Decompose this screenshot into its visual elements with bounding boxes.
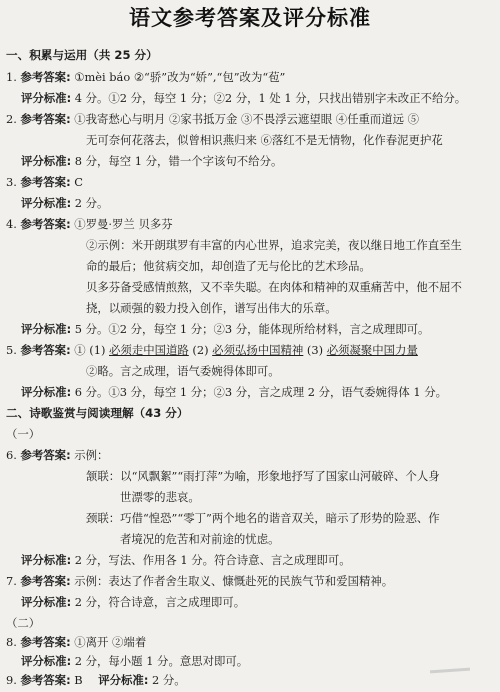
q4-answer-5: 挠，以顽强的毅力投入创作，谱写出伟大的乐章。 bbox=[86, 301, 337, 315]
q5-part-2-answer: 必须弘扬中国精神 bbox=[212, 343, 304, 357]
q1-answer-line bbox=[6, 70, 285, 84]
q3-answer-label: 参考答案: bbox=[20, 175, 71, 189]
q4-answer-3: 命的最后；他贫病交加，却创造了无与伦比的艺术珍品。 bbox=[86, 259, 371, 273]
q9-number: 9. bbox=[6, 673, 17, 687]
q9-criteria-label: 评分标准: bbox=[98, 673, 149, 687]
scan-smudge bbox=[430, 668, 470, 674]
q6-intro: 示例： bbox=[74, 448, 109, 462]
q5-number: 5. bbox=[6, 343, 17, 357]
q2-criteria: 8 分，每空 1 分，错一个字该句不给分。 bbox=[74, 154, 283, 168]
q1-number: 1. bbox=[6, 70, 17, 84]
q5-answer-label: 参考答案: bbox=[20, 343, 71, 357]
q8-criteria-label: 评分标准: bbox=[21, 654, 72, 668]
q6-answer-2: 世漂零的悲哀。 bbox=[120, 490, 200, 504]
q4-answer-4: 贝多芬备受感情煎熬，又不幸失聪。在肉体和精神的双重痛苦中，他不屈不 bbox=[86, 280, 462, 294]
q1-answer-label: 参考答案: bbox=[20, 70, 71, 84]
q2-number: 2. bbox=[6, 112, 17, 126]
q5-answer-line bbox=[6, 343, 418, 357]
q3-criteria: 2 分。 bbox=[74, 196, 109, 210]
q9-answer: B bbox=[74, 673, 83, 687]
q6-criteria-line bbox=[21, 553, 351, 567]
q1-answer: ①mèi báo ②“骄”改为“娇”,“包”改为“苞” bbox=[74, 70, 286, 84]
subsection-2: （二） bbox=[6, 616, 41, 630]
q7-answer: 示例：表达了作者舍生取义、慷慨赴死的民族气节和爱国精神。 bbox=[74, 574, 394, 588]
q1-criteria-line bbox=[21, 91, 466, 105]
q8-criteria-line bbox=[21, 654, 248, 668]
q6-criteria-label: 评分标准: bbox=[21, 553, 72, 567]
q5-part-2-marker: (2) bbox=[188, 343, 213, 357]
q8-criteria: 2 分，每小题 1 分。意思对即可。 bbox=[74, 654, 249, 668]
q4-answer-line bbox=[6, 217, 173, 231]
q4-criteria-label: 评分标准: bbox=[21, 322, 72, 336]
q6-answer-4: 者境况的危苦和对前途的忧虑。 bbox=[120, 532, 280, 546]
q9-answer-label: 参考答案: bbox=[20, 673, 71, 687]
q8-answer-label: 参考答案: bbox=[20, 635, 71, 649]
q5-answer-2: ②略。言之成理，语气委婉得体即可。 bbox=[86, 364, 280, 378]
q4-number: 4. bbox=[6, 217, 17, 231]
subsection-1: （一） bbox=[6, 427, 41, 441]
q8-answer: ①离开 ②端着 bbox=[74, 635, 147, 649]
q7-criteria-line bbox=[21, 595, 245, 609]
q2-answer-label: 参考答案: bbox=[20, 112, 71, 126]
q6-answer-label: 参考答案: bbox=[20, 448, 71, 462]
q6-answer-1: 颔联：以“风飘絮”“雨打萍”为喻，形象地抒写了国家山河破碎、个人身 bbox=[86, 469, 440, 483]
q2-criteria-label: 评分标准: bbox=[21, 154, 72, 168]
q9-answer-line bbox=[6, 673, 186, 687]
document-title: 语文参考答案及评分标准 bbox=[129, 6, 371, 30]
q5-part-1-answer: 必须走中国道路 bbox=[109, 343, 189, 357]
q3-criteria-label: 评分标准: bbox=[21, 196, 72, 210]
q8-answer-line bbox=[6, 635, 146, 649]
q4-answer-label: 参考答案: bbox=[20, 217, 71, 231]
q6-number: 6. bbox=[6, 448, 17, 462]
q2-answer-line bbox=[6, 112, 419, 126]
q5-criteria-line bbox=[21, 385, 447, 399]
q5-criteria: 6 分。①3 分，每空 1 分；②3 分，言之成理 2 分，语气委婉得体 1 分。 bbox=[74, 385, 447, 399]
q6-answer-line bbox=[6, 448, 108, 462]
q3-number: 3. bbox=[6, 175, 17, 189]
q4-answer-1: ①罗曼·罗兰 贝多芬 bbox=[74, 217, 173, 231]
section-heading-2: 二、诗歌鉴赏与阅读理解（43 分） bbox=[6, 406, 189, 420]
q2-answer-2: 无可奈何花落去，似曾相识燕归来 ⑥落红不是无情物，化作春泥更护花 bbox=[86, 133, 443, 147]
q7-answer-line bbox=[6, 574, 393, 588]
q4-answer-2: ②示例：米开朗琪罗有丰富的内心世界，追求完美，夜以继日地工作直至生 bbox=[86, 238, 462, 252]
q1-criteria: 4 分。①2 分，每空 1 分；②2 分，1 处 1 分，只找出错别字未改正不给分。 bbox=[74, 91, 467, 105]
q4-criteria: 5 分。①2 分，每空 1 分；②3 分，能体现所给材料，言之成理即可。 bbox=[74, 322, 430, 336]
q8-number: 8. bbox=[6, 635, 17, 649]
q3-answer: C bbox=[74, 175, 83, 189]
q5-part-1-marker: ① (1) bbox=[74, 343, 110, 357]
q7-criteria-label: 评分标准: bbox=[21, 595, 72, 609]
q3-answer-line bbox=[6, 175, 83, 189]
q5-part-3-marker: (3) bbox=[303, 343, 327, 357]
q7-criteria: 2 分，符合诗意，言之成理即可。 bbox=[74, 595, 246, 609]
q3-criteria-line bbox=[21, 196, 108, 210]
q7-number: 7. bbox=[6, 574, 17, 588]
q2-answer-1: ①我寄愁心与明月 ②家书抵万金 ③不畏浮云遮望眼 ④任重而道远 ⑤ bbox=[74, 112, 420, 126]
q6-criteria: 2 分，写法、作用各 1 分。符合诗意、言之成理即可。 bbox=[74, 553, 351, 567]
q5-criteria-label: 评分标准: bbox=[21, 385, 72, 399]
q1-criteria-label: 评分标准: bbox=[21, 91, 72, 105]
q5-part-3-answer: 必须凝聚中国力量 bbox=[326, 343, 418, 357]
q4-criteria-line bbox=[21, 322, 429, 336]
q7-answer-label: 参考答案: bbox=[20, 574, 71, 588]
q9-criteria: 2 分。 bbox=[152, 673, 186, 687]
q2-criteria-line bbox=[21, 154, 282, 168]
q6-answer-3: 颈联：巧借“惶恐”“零丁”两个地名的谐音双关，暗示了形势的险恶、作 bbox=[86, 511, 440, 525]
section-heading-1: 一、积累与运用（共 25 分） bbox=[6, 48, 158, 62]
